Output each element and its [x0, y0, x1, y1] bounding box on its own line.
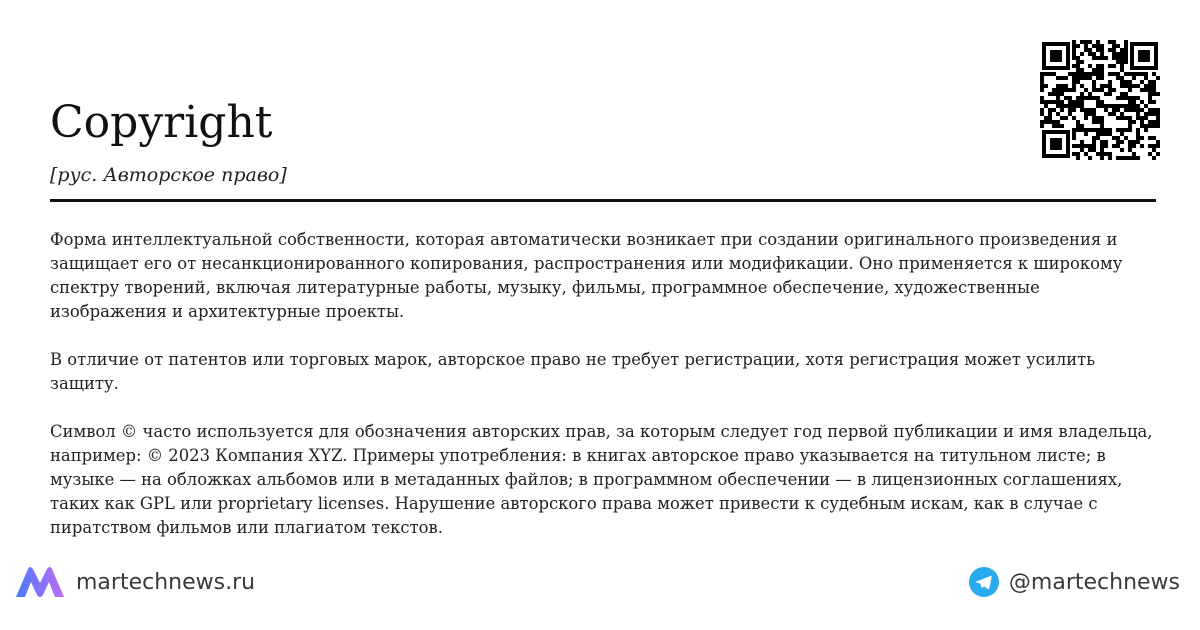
paragraph-definition: Форма интеллектуальной собственности, которая автоматически возникает при создании оригинального произведения и защищает его от несанкционированного копирования, распространения или модификации. Оно применяется к широкому спектру творений, включая литературные работы, музыку, фильмы, программное обеспечение, художественные изображения и архитектурные проекты. — [50, 230, 1123, 321]
page-subtitle: [рус. Авторское право] — [50, 164, 287, 186]
martechnews-logo-icon — [14, 565, 66, 599]
paragraph-symbol-usage: Символ © часто используется для обозначения авторских прав, за которым следует год первой публикации и имя владельца, например: © 2023 Компания XYZ. Примеры употребления: в книгах авторское право указывается на титульном листе; в музыке — на обложках альбомов или в метаданных файлов; в программном обеспечении — в лицензионных соглашениях, таких как GPL или proprietary licenses. Нарушение авторского права может привести к судебным искам, как в случае с пиратством фильмов или плагиатом текстов. — [50, 422, 1153, 537]
qr-code-icon — [1040, 40, 1160, 160]
site-name: martechnews.ru — [76, 569, 256, 595]
telegram-channel-link[interactable] — [969, 564, 1180, 600]
header-divider — [50, 199, 1156, 202]
site-link[interactable] — [14, 564, 255, 600]
telegram-icon — [969, 567, 999, 597]
telegram-handle: @martechnews — [1008, 569, 1180, 595]
definition-body — [50, 228, 1156, 564]
page-title: Copyright — [50, 97, 273, 148]
paragraph-registration: В отличие от патентов или торговых марок, авторское право не требует регистрации, хотя регистрация может усилить защиту. — [50, 350, 1096, 393]
